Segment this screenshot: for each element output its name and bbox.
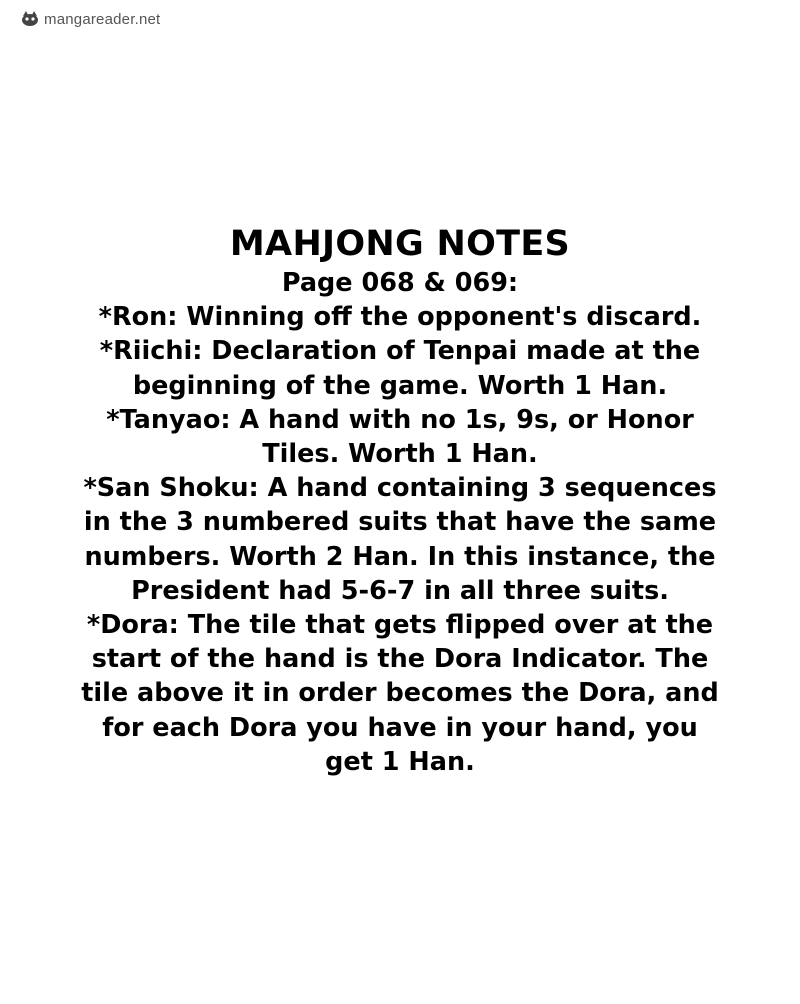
watermark xyxy=(20,10,160,28)
notes-line: in the 3 numbered suits that have the same xyxy=(83,507,717,538)
notes-line: *Ron: Winning off the opponent's discard. xyxy=(98,302,702,333)
notes-line: numbers. Worth 2 Han. In this instance, the xyxy=(84,541,716,572)
notes-line: Page 068 & 069: xyxy=(281,268,519,298)
notes-line: beginning of the game. Worth 1 Han. xyxy=(132,370,668,401)
notes-line: *Riichi: Declaration of Tenpai made at the xyxy=(99,336,701,367)
notes-line: start of the hand is the Dora Indicator. The xyxy=(91,644,709,675)
notes-line: tile above it in order becomes the Dora, and xyxy=(81,678,719,709)
notes-line: Tiles. Worth 1 Han. xyxy=(262,439,538,470)
notes-line: for each Dora you have in your hand, you xyxy=(102,712,698,743)
notes-title: MAHJONG NOTES xyxy=(229,224,571,264)
notes-line: get 1 Han. xyxy=(325,746,475,777)
notes-line: *Tanyao: A hand with no 1s, 9s, or Honor xyxy=(106,404,694,435)
notes-line: *Dora: The tile that gets flipped over at the xyxy=(86,610,714,641)
mangareader-logo-icon xyxy=(20,10,40,28)
notes-line: President had 5-6-7 in all three suits. xyxy=(131,575,669,606)
notes-line: *San Shoku: A hand containing 3 sequences xyxy=(83,473,717,504)
watermark-text: mangareader.net xyxy=(44,10,161,28)
mahjong-notes xyxy=(0,222,800,779)
